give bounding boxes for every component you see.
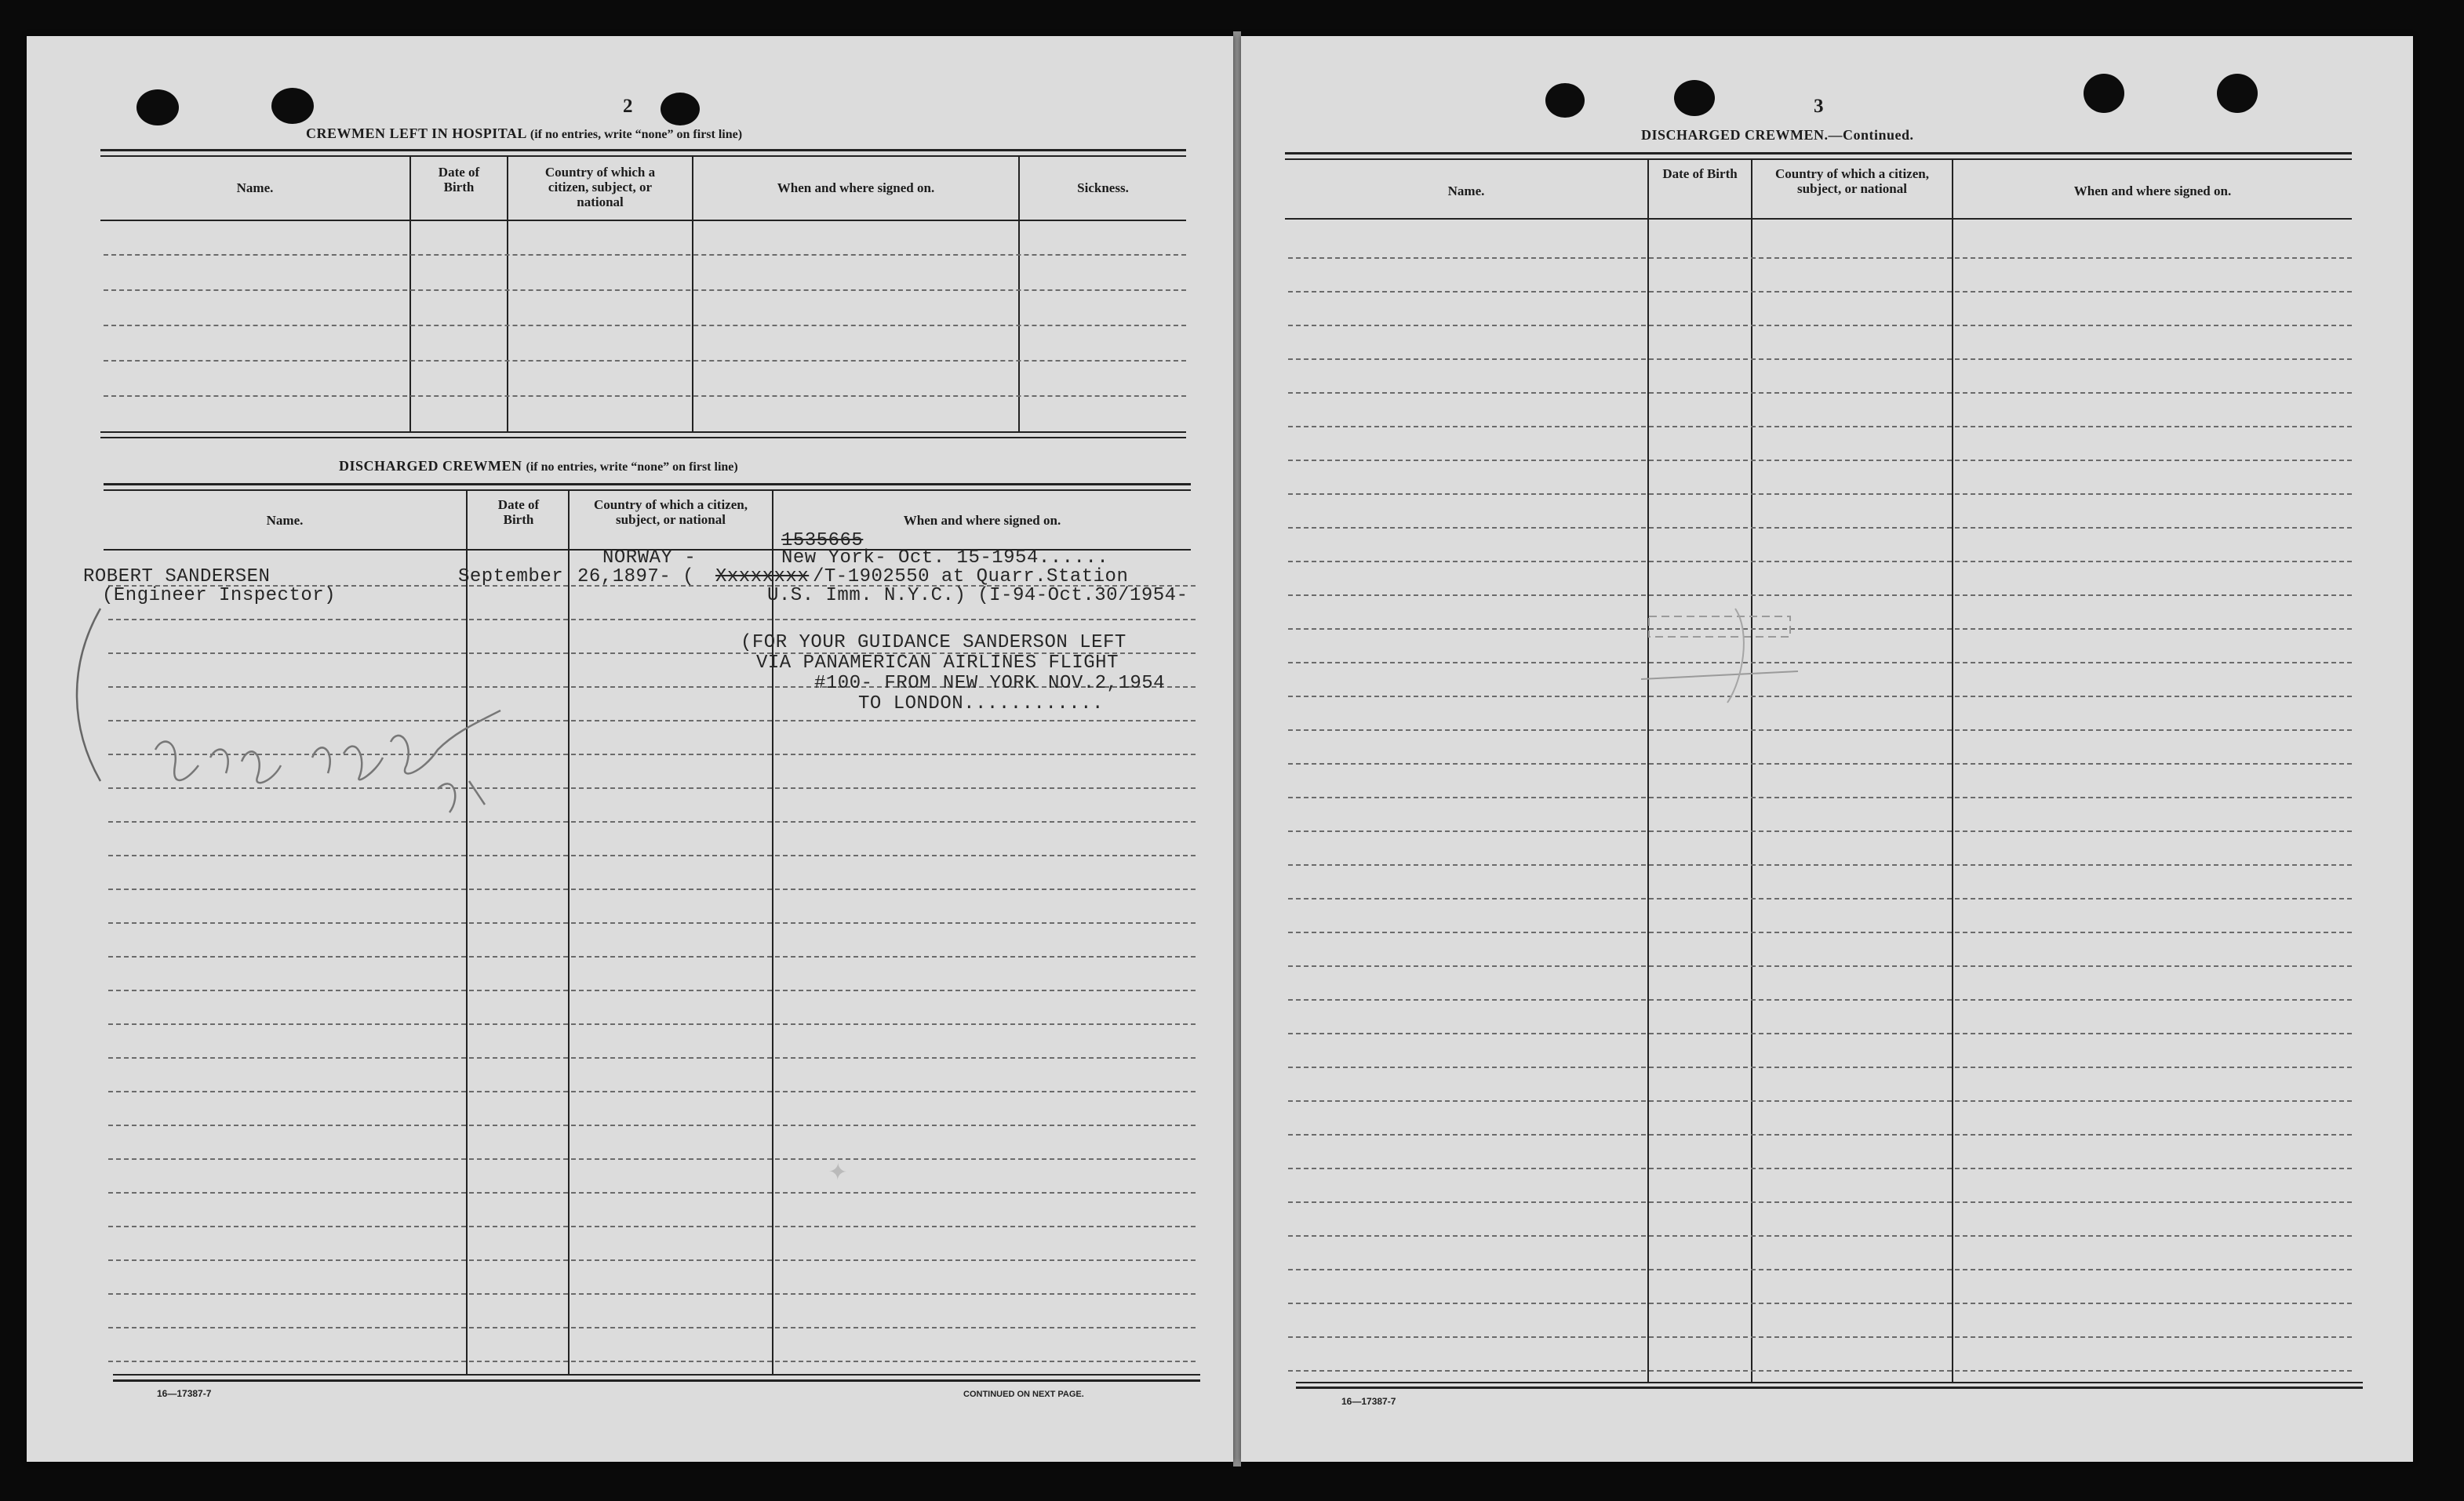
punch-hole	[2217, 74, 2258, 113]
ruled-line	[108, 1125, 1196, 1126]
ruled-line	[108, 1023, 1196, 1025]
ruled-line	[1288, 1201, 2352, 1203]
ruled-line	[108, 1361, 1196, 1362]
ruled-line	[1288, 864, 2352, 866]
col-header-name: Name.	[266, 513, 304, 528]
col-header-name: Name.	[1447, 184, 1485, 198]
ruled-line	[108, 922, 1196, 924]
col-header-dob: Date of Birth	[438, 165, 480, 194]
continued-note: CONTINUED ON NEXT PAGE.	[963, 1390, 1084, 1399]
column-divider	[692, 157, 693, 433]
rule	[104, 483, 1191, 485]
column-divider	[409, 157, 411, 433]
col-header-country: Country of which a citizen, subject, or national	[594, 497, 748, 527]
column-divider	[1647, 160, 1649, 1383]
form-number: 16—17387-7	[157, 1388, 212, 1399]
ruled-line	[1288, 392, 2352, 394]
col-header-country: Country of which a citizen, subject, or national	[1775, 166, 1929, 196]
col-header-signed: When and where signed on.	[2073, 184, 2232, 198]
form-number: 16—17387-7	[1341, 1396, 1396, 1407]
col-header-name: Name.	[236, 180, 274, 195]
ruled-line	[1288, 1168, 2352, 1169]
ruled-line	[104, 289, 1186, 291]
ruled-line	[108, 889, 1196, 890]
ruled-line	[1288, 898, 2352, 900]
signed-place-date: New York- Oct. 15-1954......	[781, 547, 1109, 569]
rule	[100, 431, 1186, 433]
ruled-line	[108, 1293, 1196, 1295]
rule	[1296, 1387, 2363, 1389]
signed-struck: Xxxxxxxx	[715, 566, 810, 587]
ruled-line	[1288, 830, 2352, 832]
column-divider	[1018, 157, 1020, 433]
col-header-dob: Date of Birth	[497, 497, 540, 527]
rule	[100, 149, 1186, 151]
col-header-signed: When and where signed on.	[903, 513, 1061, 528]
column-divider	[1952, 160, 1953, 1383]
ruled-line	[104, 254, 1186, 256]
ruled-line	[1288, 1100, 2352, 1102]
punch-hole	[661, 93, 700, 125]
rule	[1285, 218, 2352, 220]
ruled-line	[1288, 325, 2352, 326]
ruled-line	[1288, 763, 2352, 765]
signed-line-2: /T-1902550 at Quarr.Station	[813, 566, 1129, 587]
rule	[100, 437, 1186, 438]
guidance-line: VIA PANAMERICAN AIRLINES FLIGHT	[756, 652, 1119, 674]
punch-hole	[1545, 83, 1585, 118]
ruled-line	[1288, 965, 2352, 967]
ruled-line	[1288, 291, 2352, 293]
ruled-line	[108, 1226, 1196, 1227]
ruled-line	[108, 1327, 1196, 1328]
ruled-line	[1288, 1033, 2352, 1034]
ruled-line	[108, 855, 1196, 856]
column-divider	[772, 491, 773, 1376]
guidance-line: TO LONDON............	[858, 693, 1104, 714]
rule	[1296, 1382, 2363, 1383]
ruled-line	[1288, 426, 2352, 427]
ruled-line	[1288, 1134, 2352, 1136]
country-value: NORWAY -	[602, 547, 697, 569]
ruled-line	[108, 1057, 1196, 1059]
punch-hole	[271, 88, 314, 124]
column-divider	[1751, 160, 1752, 1383]
rule	[113, 1379, 1200, 1382]
birth-month: September	[458, 566, 564, 587]
page-number: 2	[623, 96, 633, 117]
signed-struck: 1535665	[781, 530, 864, 551]
ruled-line	[104, 395, 1186, 397]
ruled-line	[1288, 1303, 2352, 1304]
ruled-line	[1288, 257, 2352, 259]
col-header-sickness: Sickness.	[1077, 180, 1129, 195]
ruled-line	[108, 1259, 1196, 1261]
ruled-line	[1288, 493, 2352, 495]
ruled-line	[1288, 358, 2352, 360]
ruled-line	[108, 990, 1196, 991]
birth-date: 26,1897- (	[577, 566, 695, 587]
left-page	[27, 36, 1233, 1462]
rule	[104, 489, 1191, 491]
rule	[100, 155, 1186, 157]
ruled-line	[1288, 999, 2352, 1001]
discharged-section-title: DISCHARGED CREWMEN (if no entries, write “none” on first line)	[339, 458, 738, 474]
ruled-line	[1288, 932, 2352, 933]
ruled-line	[1288, 1336, 2352, 1338]
crewman-role: (Engineer Inspector)	[102, 585, 337, 606]
ruled-line	[104, 325, 1186, 326]
ruled-line	[1288, 1370, 2352, 1372]
col-header-signed: When and where signed on.	[777, 180, 935, 195]
faint-stamp	[1618, 585, 1822, 742]
rule	[100, 220, 1186, 221]
page-number: 3	[1814, 96, 1824, 117]
ruled-line	[108, 956, 1196, 958]
ruled-line	[108, 1192, 1196, 1194]
signed-line-3: U.S. Imm. N.Y.C.) (I-94-Oct.30/1954-	[767, 585, 1188, 606]
rule	[1285, 158, 2352, 160]
pencil-annotation	[45, 585, 595, 836]
ruled-line	[1288, 561, 2352, 562]
punch-hole	[136, 89, 179, 125]
ruled-line	[1288, 1067, 2352, 1068]
rule	[113, 1374, 1200, 1376]
col-header-country: Country of which a citizen, subject, or national	[544, 165, 656, 209]
crewman-name: ROBERT SANDERSEN	[83, 566, 271, 587]
ruled-line	[104, 360, 1186, 362]
ruled-line	[108, 1158, 1196, 1160]
right-page	[1241, 36, 2413, 1462]
continued-section-title: DISCHARGED CREWMEN.—Continued.	[1641, 127, 1914, 143]
hospital-section-title: CREWMEN LEFT IN HOSPITAL (if no entries, write “none” on first line)	[306, 125, 743, 141]
ruled-line	[1288, 1235, 2352, 1237]
ruled-line	[1288, 797, 2352, 798]
faint-stamp: ✦	[823, 1161, 850, 1182]
ruled-line	[1288, 527, 2352, 529]
ruled-line	[1288, 1269, 2352, 1270]
ruled-line	[108, 1091, 1196, 1092]
page-gutter	[1233, 31, 1241, 1466]
col-header-dob: Date of Birth	[1662, 166, 1738, 181]
guidance-line: #100- FROM NEW YORK NOV.2,1954	[814, 673, 1166, 694]
rule	[1285, 152, 2352, 154]
ruled-line	[1288, 460, 2352, 461]
guidance-line: (FOR YOUR GUIDANCE SANDERSON LEFT	[741, 632, 1126, 653]
punch-hole	[1674, 80, 1715, 116]
punch-hole	[2084, 74, 2124, 113]
